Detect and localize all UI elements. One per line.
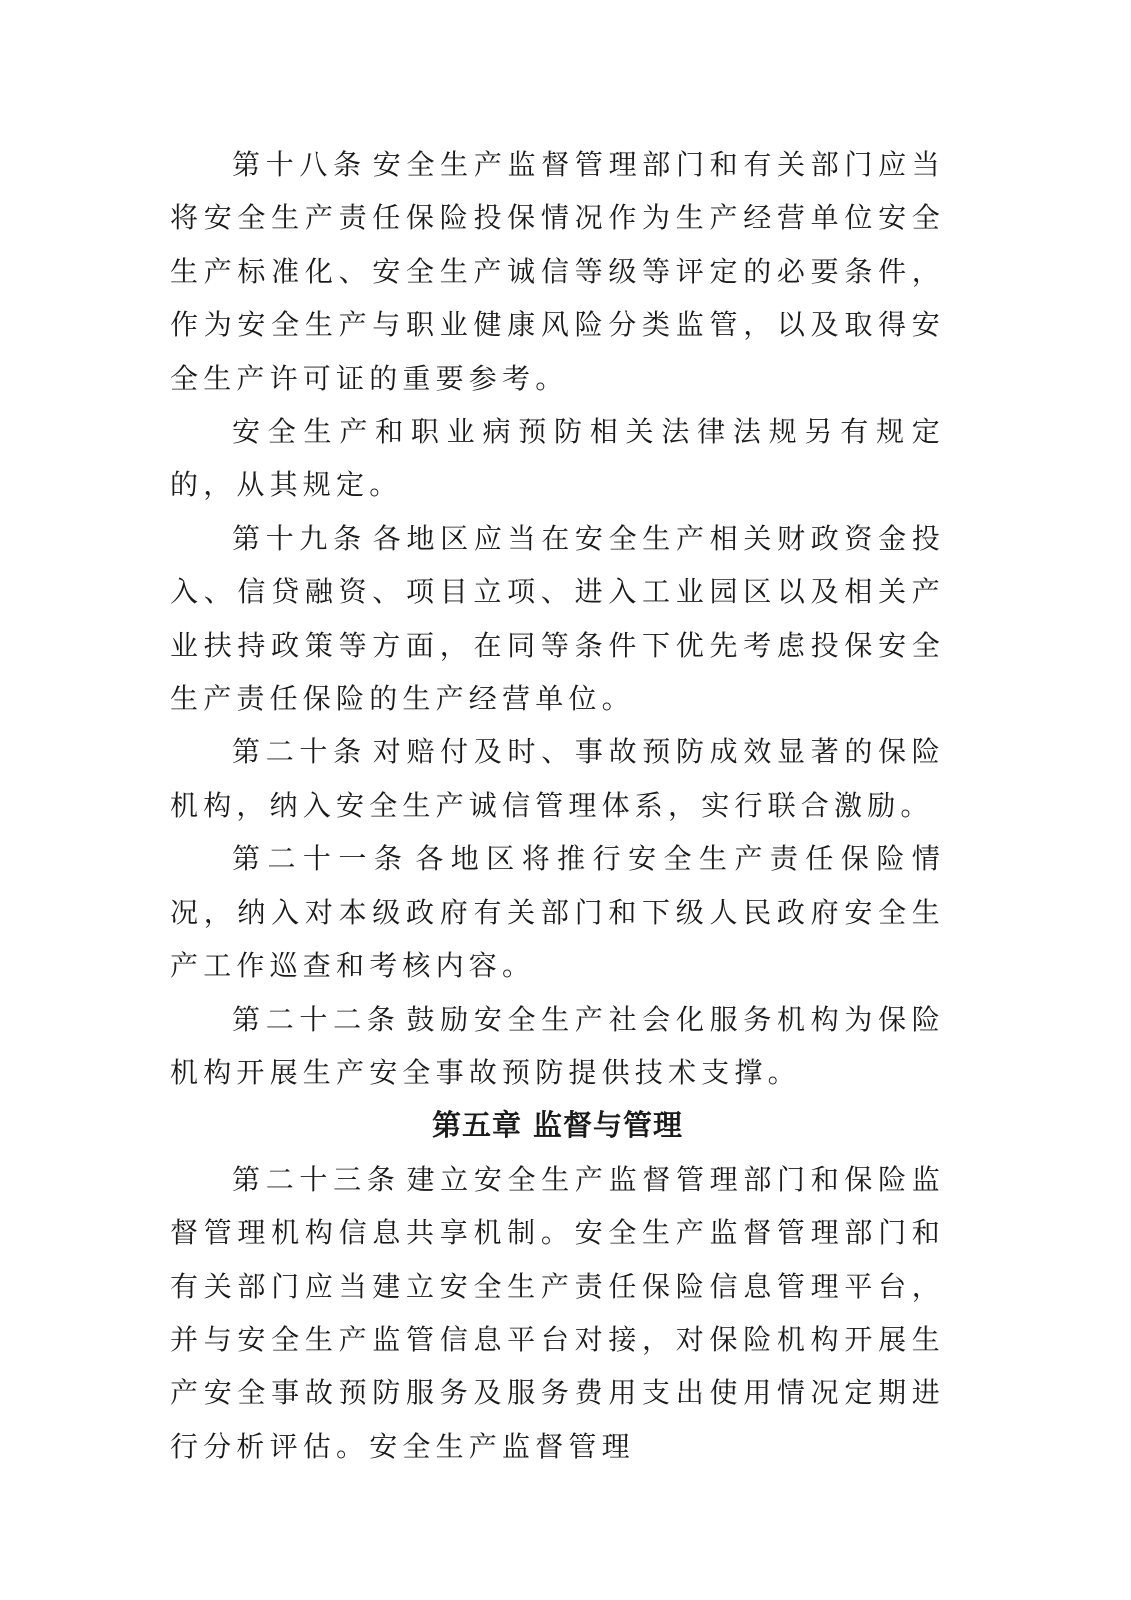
article-19 (170, 512, 945, 726)
article-number: 第二十条 (232, 735, 367, 769)
article-text: 安全生产监督管理部门和有关部门应当将安全生产责任保险投保情况作为生产经营单位安全生产标准化、安全生产诚信等级等评定的必要条件，作为安全生产与职业健康风险分类监管，以及取得安全生产许可证的重要参考。 (170, 148, 945, 395)
article-18 (170, 138, 945, 405)
article-number: 第二十一条 (232, 842, 410, 876)
article-23 (170, 1153, 945, 1473)
article-text: 建立安全生产监督管理部门和保险监督管理机构信息共享机制。安全生产监督管理部门和有关部门应当建立安全生产责任保险信息管理平台，并与安全生产监管信息平台对接，对保险机构开展生产安全事故预防服务及服务费用支出使用情况定期进行分析评估。安全生产监督管理 (170, 1162, 945, 1463)
paragraph-other-provisions (170, 405, 945, 512)
article-text: 对赔付及时、事故预防成效显著的保险机构，纳入安全生产诚信管理体系，实行联合激励。 (170, 735, 945, 822)
article-22 (170, 993, 945, 1100)
article-number: 第二十三条 (232, 1162, 401, 1196)
article-number: 第十九条 (232, 521, 367, 555)
article-text: 各地区应当在安全生产相关财政资金投入、信贷融资、项目立项、进入工业园区以及相关产业扶持政策等方面，在同等条件下优先考虑投保安全生产责任保险的生产经营单位。 (170, 521, 945, 716)
article-21 (170, 832, 945, 992)
article-number: 第十八条 (232, 148, 367, 181)
document-page (170, 138, 945, 1473)
article-number: 第二十二条 (232, 1002, 401, 1036)
article-20 (170, 725, 945, 832)
paragraph-text: 安全生产和职业病预防相关法律法规另有规定的，从其规定。 (170, 415, 945, 502)
chapter-heading: 第五章 监督与管理 (431, 1108, 684, 1143)
article-text: 鼓励安全生产社会化服务机构为保险机构开展生产安全事故预防提供技术支撑。 (170, 1002, 945, 1089)
article-text: 各地区将推行安全生产责任保险情况，纳入对本级政府有关部门和下级人民政府安全生产工作巡查和考核内容。 (170, 842, 945, 983)
